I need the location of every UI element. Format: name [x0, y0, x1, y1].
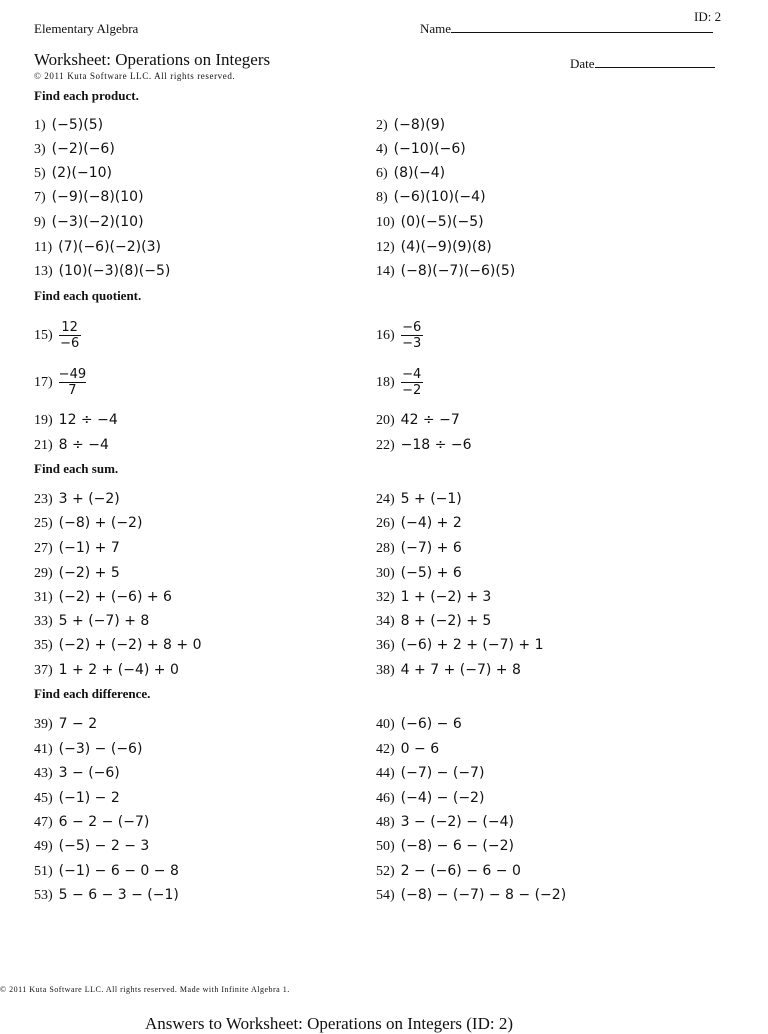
problem-number: 35) — [34, 638, 53, 653]
problem-number: 26) — [376, 516, 395, 531]
worksheet-title: Worksheet: Operations on Integers — [34, 50, 271, 69]
problem-number: 47) — [34, 815, 53, 830]
problem-number: 50) — [376, 839, 395, 854]
problem-9 — [34, 214, 144, 231]
worksheet-id: ID: 2 — [694, 9, 722, 24]
problem-2 — [376, 117, 445, 134]
problem-number: 16) — [376, 327, 395, 343]
problem-number: 42) — [376, 742, 395, 757]
problem-number: 39) — [34, 717, 53, 732]
problem-number: 54) — [376, 888, 395, 903]
problem-expression: (−4) + 2 — [400, 515, 462, 531]
problem-21 — [34, 437, 109, 454]
problem-19 — [34, 412, 118, 429]
problem-15 — [34, 320, 81, 351]
problem-number: 15) — [34, 327, 53, 343]
problem-expression: (−5) + 6 — [400, 565, 462, 581]
problem-number: 41) — [34, 742, 53, 757]
problem-number: 53) — [34, 888, 53, 903]
problem-number: 3) — [34, 142, 46, 157]
problem-16 — [376, 320, 423, 351]
problem-expression: 42 ÷ −7 — [400, 412, 460, 428]
problem-number: 17) — [34, 374, 53, 390]
problem-number: 51) — [34, 864, 53, 879]
problem-expression: (−10)(−6) — [393, 141, 466, 157]
problem-expression: (−4) − (−2) — [400, 790, 485, 806]
problem-expression: 4 + 7 + (−7) + 8 — [400, 662, 521, 678]
problem-1 — [34, 117, 103, 134]
problem-number: 48) — [376, 815, 395, 830]
problem-expression: (−6) − 6 — [400, 716, 462, 732]
name-line — [451, 22, 713, 33]
problem-number: 32) — [376, 590, 395, 605]
problem-expression: (−7) + 6 — [400, 540, 462, 556]
problem-49 — [34, 838, 149, 855]
name-field[interactable] — [420, 21, 713, 37]
problem-17 — [34, 367, 86, 398]
problem-expression: 1 + (−2) + 3 — [400, 589, 492, 605]
next-page-title: Answers to Worksheet: Operations on Integers (ID: 2) — [145, 1014, 513, 1033]
denominator: −3 — [402, 336, 422, 351]
problem-expression: 5 + (−1) — [400, 491, 462, 507]
problem-number: 27) — [34, 541, 53, 556]
problem-44 — [376, 765, 484, 782]
problem-expression: 12 ÷ −4 — [58, 412, 118, 428]
problem-expression: (−2) + (−6) + 6 — [58, 589, 172, 605]
problem-43 — [34, 765, 120, 782]
problem-expression: 6 − 2 − (−7) — [58, 814, 150, 830]
problem-expression: (4)(−9)(9)(8) — [400, 239, 492, 255]
problem-expression: (−5) − 2 − 3 — [58, 838, 150, 854]
problem-number: 40) — [376, 717, 395, 732]
problem-6 — [376, 165, 445, 182]
problem-3 — [34, 141, 115, 158]
problem-53 — [34, 887, 179, 904]
problem-7 — [34, 189, 144, 206]
problem-expression: (−1) − 6 − 0 − 8 — [58, 863, 179, 879]
problem-expression: (−2) + (−2) + 8 + 0 — [58, 637, 202, 653]
problem-50 — [376, 838, 514, 855]
problem-number: 28) — [376, 541, 395, 556]
problem-number: 21) — [34, 438, 53, 453]
problem-expression: (−6) + 2 + (−7) + 1 — [400, 637, 544, 653]
numerator: 12 — [61, 320, 78, 335]
problem-number: 43) — [34, 766, 53, 781]
problem-expression: (−9)(−8)(10) — [51, 189, 144, 205]
problem-number: 19) — [34, 413, 53, 428]
problem-expression: 3 − (−6) — [58, 765, 120, 781]
name-label: Name — [420, 21, 452, 36]
section-sum-heading: Find each sum. — [34, 461, 119, 476]
fraction — [401, 367, 423, 398]
problem-expression: (2)(−10) — [51, 165, 112, 181]
problem-31 — [34, 589, 172, 606]
problem-expression: (−5)(5) — [51, 117, 104, 133]
header-copyright: © 2011 Kuta Software LLC. All rights reserved. — [34, 71, 236, 81]
problem-expression: (−1) − 2 — [58, 790, 120, 806]
problem-number: 30) — [376, 566, 395, 581]
problem-45 — [34, 790, 120, 807]
problem-number: 7) — [34, 190, 46, 205]
problem-30 — [376, 565, 462, 582]
numerator: −6 — [402, 320, 422, 335]
problem-41 — [34, 741, 142, 758]
problem-expression: (10)(−3)(8)(−5) — [58, 263, 171, 279]
problem-expression: (8)(−4) — [393, 165, 446, 181]
problem-number: 34) — [376, 614, 395, 629]
problem-expression: 5 − 6 − 3 − (−1) — [58, 887, 179, 903]
problem-10 — [376, 214, 484, 231]
problem-number: 20) — [376, 413, 395, 428]
problem-number: 29) — [34, 566, 53, 581]
denominator: −2 — [402, 383, 422, 398]
problem-expression: 8 + (−2) + 5 — [400, 613, 492, 629]
problem-expression: (−8) − 6 − (−2) — [400, 838, 514, 854]
problem-36 — [376, 637, 544, 654]
problem-expression: (0)(−5)(−5) — [400, 214, 484, 230]
problem-number: 33) — [34, 614, 53, 629]
problem-48 — [376, 814, 514, 831]
problem-expression: (−6)(10)(−4) — [393, 189, 486, 205]
problem-number: 37) — [34, 663, 53, 678]
problem-46 — [376, 790, 484, 807]
problem-number: 8) — [376, 190, 388, 205]
problem-8 — [376, 189, 486, 206]
problem-number: 23) — [34, 492, 53, 507]
problem-expression: (7)(−6)(−2)(3) — [58, 239, 161, 255]
problem-27 — [34, 540, 120, 557]
problem-39 — [34, 716, 97, 733]
denominator: −6 — [60, 336, 80, 351]
problem-14 — [376, 263, 515, 280]
problem-expression: 1 + 2 + (−4) + 0 — [58, 662, 179, 678]
problem-number: 22) — [376, 438, 395, 453]
problem-expression: 3 + (−2) — [58, 491, 120, 507]
problem-expression: −18 ÷ −6 — [400, 437, 472, 453]
denominator: 7 — [68, 383, 77, 398]
fraction — [59, 367, 86, 398]
problem-number: 49) — [34, 839, 53, 854]
section-product-heading: Find each product. — [34, 88, 139, 103]
problem-number: 2) — [376, 118, 388, 133]
problem-number: 45) — [34, 791, 53, 806]
problem-number: 44) — [376, 766, 395, 781]
fraction — [59, 320, 81, 351]
problem-expression: 5 + (−7) + 8 — [58, 613, 150, 629]
problem-26 — [376, 515, 462, 532]
problem-number: 38) — [376, 663, 395, 678]
problem-expression: 2 − (−6) − 6 − 0 — [400, 863, 521, 879]
footer-copyright: © 2011 Kuta Software LLC. All rights reserved. Made with Infinite Algebra 1. — [0, 985, 290, 994]
problem-37 — [34, 662, 179, 679]
problem-33 — [34, 613, 149, 630]
problem-expression: (−8)(9) — [393, 117, 446, 133]
problem-expression: 8 ÷ −4 — [58, 437, 109, 453]
problem-expression: 0 − 6 — [400, 741, 440, 757]
problem-35 — [34, 637, 202, 654]
problem-number: 52) — [376, 864, 395, 879]
problem-number: 5) — [34, 166, 46, 181]
problem-24 — [376, 491, 462, 508]
problem-51 — [34, 863, 179, 880]
problem-29 — [34, 565, 120, 582]
fraction — [401, 320, 423, 351]
problem-number: 1) — [34, 118, 46, 133]
problem-expression: 3 − (−2) − (−4) — [400, 814, 514, 830]
problem-number: 11) — [34, 240, 53, 255]
problem-18 — [376, 367, 423, 398]
problem-number: 6) — [376, 166, 388, 181]
date-line — [595, 57, 715, 68]
problem-number: 14) — [376, 264, 395, 279]
problem-42 — [376, 741, 439, 758]
problem-5 — [34, 165, 112, 182]
problem-number: 12) — [376, 240, 395, 255]
date-field[interactable] — [570, 56, 715, 72]
problem-32 — [376, 589, 491, 606]
problem-expression: (−1) + 7 — [58, 540, 120, 556]
numerator: −4 — [402, 367, 422, 382]
problem-34 — [376, 613, 491, 630]
problem-54 — [376, 887, 566, 904]
problem-number: 13) — [34, 264, 53, 279]
section-difference-heading: Find each difference. — [34, 686, 151, 701]
problem-expression: (−3) − (−6) — [58, 741, 143, 757]
problem-number: 36) — [376, 638, 395, 653]
problem-40 — [376, 716, 462, 733]
problem-number: 18) — [376, 374, 395, 390]
problem-11 — [34, 239, 161, 256]
problem-expression: (−7) − (−7) — [400, 765, 485, 781]
problem-number: 10) — [376, 215, 395, 230]
problem-number: 25) — [34, 516, 53, 531]
problem-expression: (−2)(−6) — [51, 141, 115, 157]
problem-number: 31) — [34, 590, 53, 605]
problem-expression: (−2) + 5 — [58, 565, 120, 581]
problem-expression: (−8) − (−7) − 8 − (−2) — [400, 887, 567, 903]
problem-expression: 7 − 2 — [58, 716, 98, 732]
problem-13 — [34, 263, 170, 280]
problem-22 — [376, 437, 472, 454]
problem-number: 46) — [376, 791, 395, 806]
problem-28 — [376, 540, 462, 557]
problem-47 — [34, 814, 149, 831]
problem-expression: (−8)(−7)(−6)(5) — [400, 263, 516, 279]
problem-12 — [376, 239, 492, 256]
problem-number: 24) — [376, 492, 395, 507]
problem-4 — [376, 141, 466, 158]
problem-38 — [376, 662, 521, 679]
course-name: Elementary Algebra — [34, 21, 139, 36]
problem-20 — [376, 412, 460, 429]
problem-expression: (−3)(−2)(10) — [51, 214, 144, 230]
problem-25 — [34, 515, 142, 532]
problem-23 — [34, 491, 120, 508]
section-quotient-heading: Find each quotient. — [34, 288, 142, 303]
problem-number: 9) — [34, 215, 46, 230]
problem-52 — [376, 863, 521, 880]
problem-number: 4) — [376, 142, 388, 157]
problem-expression: (−8) + (−2) — [58, 515, 143, 531]
numerator: −49 — [58, 367, 87, 382]
date-label: Date — [570, 56, 595, 71]
